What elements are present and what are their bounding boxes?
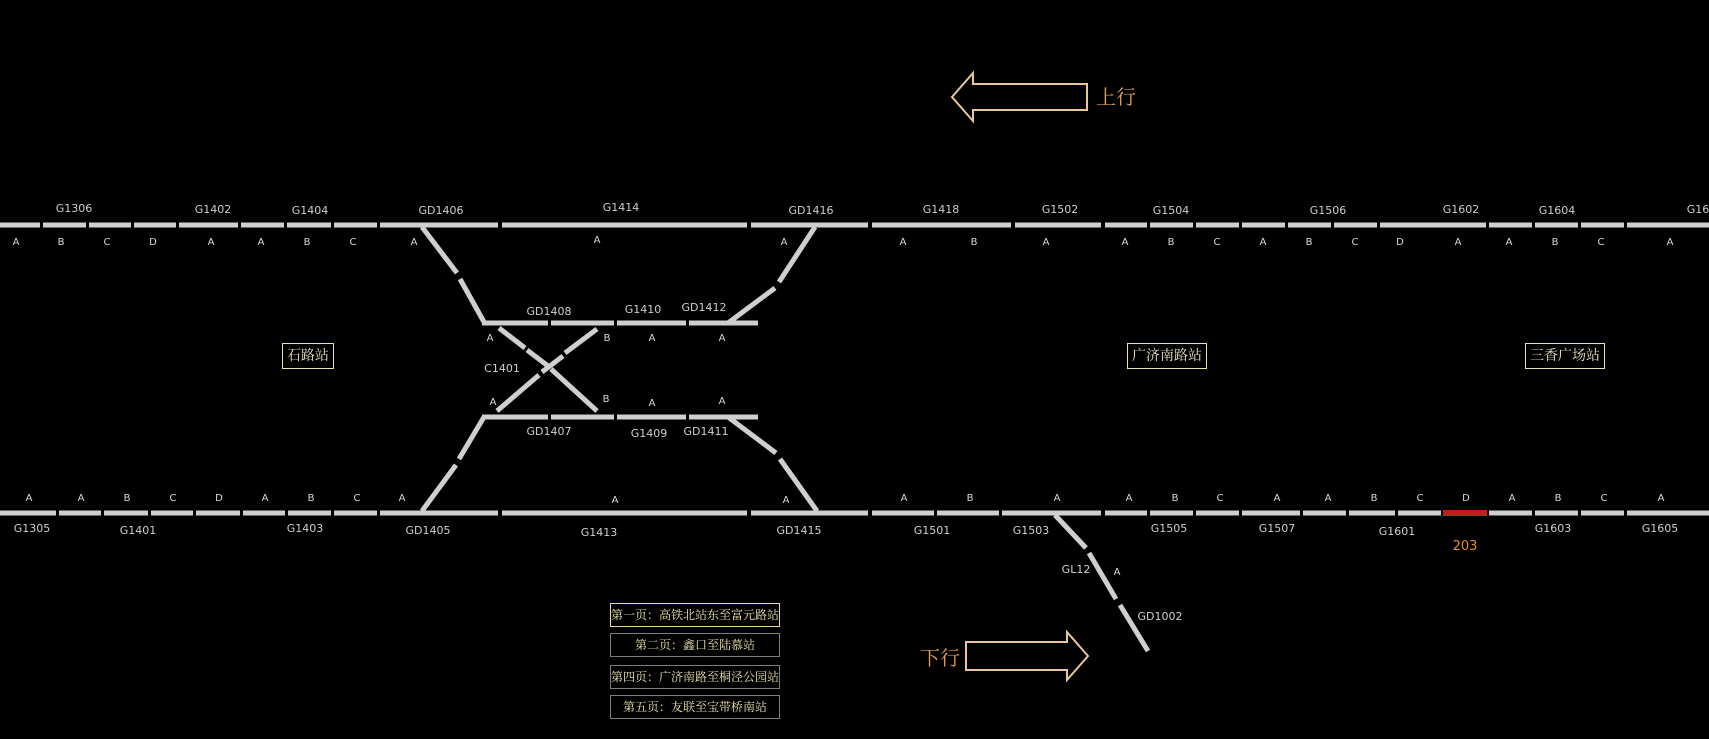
page-button-4[interactable]: 第四页：广济南路至桐泾公园站 xyxy=(610,665,780,689)
segment-letter: B xyxy=(123,493,131,504)
segment-letter: C xyxy=(1416,493,1424,504)
segment-letter: A xyxy=(489,397,497,408)
segment-letter: B xyxy=(1171,493,1179,504)
segment-letter: A xyxy=(1508,493,1516,504)
section-id[interactable]: G1506 xyxy=(1309,204,1347,217)
segment-letter: A xyxy=(77,493,85,504)
segment-letter: A xyxy=(648,333,656,344)
segment-letter: A xyxy=(261,493,269,504)
section-id[interactable]: G1402 xyxy=(194,203,232,216)
segment-letter: B xyxy=(602,394,610,405)
segment-letter: A xyxy=(1273,493,1281,504)
section-id[interactable]: G1602 xyxy=(1442,203,1480,216)
segment-letter: D xyxy=(1462,493,1470,504)
section-id[interactable]: G1505 xyxy=(1150,522,1188,535)
segment-letter: A xyxy=(1666,237,1674,248)
segment-letter: A xyxy=(780,237,788,248)
segment-letter: B xyxy=(1554,493,1562,504)
page-button-1[interactable]: 第一页：高铁北站东至富元路站 xyxy=(610,603,780,627)
segment-letter: A xyxy=(718,333,726,344)
section-id[interactable]: G1410 xyxy=(624,303,662,316)
segment-letter: A xyxy=(398,493,406,504)
station-shilu[interactable]: 石路站 xyxy=(282,343,334,369)
station-sanxiang-guangchang[interactable]: 三香广场站 xyxy=(1525,343,1605,369)
segment-letter: A xyxy=(899,237,907,248)
segment-letter: A xyxy=(1121,237,1129,248)
segment-letter: A xyxy=(1042,237,1050,248)
section-id[interactable]: G1503 xyxy=(1012,524,1050,537)
section-id[interactable]: G1501 xyxy=(913,524,951,537)
segment-letter: C xyxy=(1216,493,1224,504)
up-direction-label: 上行 xyxy=(1096,85,1136,109)
segment-letter: A xyxy=(1259,237,1267,248)
section-id[interactable]: G1605 xyxy=(1641,522,1679,535)
segment-letter: B xyxy=(57,237,65,248)
segment-letter: A xyxy=(25,493,33,504)
section-id[interactable]: G1413 xyxy=(580,526,618,539)
down-arrow-icon xyxy=(966,632,1088,680)
segment-letter: B xyxy=(303,237,311,248)
down-direction-label: 下行 xyxy=(920,646,960,670)
section-id[interactable]: G1507 xyxy=(1258,522,1296,535)
segment-letter: C xyxy=(349,237,357,248)
section-id[interactable]: G1604 xyxy=(1538,204,1576,217)
section-id[interactable]: GD1415 xyxy=(776,524,822,537)
segment-letter: D xyxy=(149,237,157,248)
page-button-5[interactable]: 第五页：友联至宝带桥南站 xyxy=(610,695,780,719)
segment-letter: A xyxy=(257,237,265,248)
section-id[interactable]: GD1407 xyxy=(526,425,572,438)
segment-letter: A xyxy=(12,237,20,248)
segment-letter: B xyxy=(1167,237,1175,248)
station-guangji-nanlu[interactable]: 广济南路站 xyxy=(1127,343,1207,369)
segment-letter: D xyxy=(215,493,223,504)
segment-letter: B xyxy=(1551,237,1559,248)
segment-letter: A xyxy=(1053,493,1061,504)
section-id[interactable]: G1409 xyxy=(630,427,668,440)
segment-letter: A xyxy=(1113,567,1121,578)
section-id[interactable]: G1401 xyxy=(119,524,157,537)
section-id[interactable]: G1305 xyxy=(13,522,51,535)
segment-letter: C xyxy=(1600,493,1608,504)
segment-letter: A xyxy=(900,493,908,504)
section-id[interactable]: G1418 xyxy=(922,203,960,216)
section-id[interactable]: GD1416 xyxy=(788,204,834,217)
train-id[interactable]: 203 xyxy=(1452,539,1478,554)
section-id[interactable]: G1306 xyxy=(55,202,93,215)
page-button-2[interactable]: 第二页：鑫口至陆慕站 xyxy=(610,633,780,657)
segment-letter: A xyxy=(1454,237,1462,248)
segment-letter: A xyxy=(611,495,619,506)
segment-letter: D xyxy=(1396,237,1404,248)
segment-letter: B xyxy=(970,237,978,248)
segment-letter: C xyxy=(103,237,111,248)
section-id[interactable]: G16 xyxy=(1686,203,1709,216)
segment-letter: A xyxy=(593,235,601,246)
segment-letter: A xyxy=(1125,493,1133,504)
segment-letter: C xyxy=(1597,237,1605,248)
segment-letter: C xyxy=(1351,237,1359,248)
segment-letter: A xyxy=(1324,493,1332,504)
segment-letter: C xyxy=(169,493,177,504)
section-id[interactable]: GL12 xyxy=(1061,563,1091,576)
crossover-tracks xyxy=(422,227,1148,651)
segment-letter: A xyxy=(410,237,418,248)
section-id[interactable]: G1404 xyxy=(291,204,329,217)
segment-letter: B xyxy=(966,493,974,504)
section-id[interactable]: G1403 xyxy=(286,522,324,535)
section-id[interactable]: G1601 xyxy=(1378,525,1416,538)
section-id[interactable]: GD1408 xyxy=(526,305,572,318)
segment-letter: A xyxy=(782,495,790,506)
segment-letter: B xyxy=(603,333,611,344)
segment-letter: A xyxy=(648,398,656,409)
segment-letter: B xyxy=(1305,237,1313,248)
segment-letter: C xyxy=(353,493,361,504)
section-id[interactable]: GD1411 xyxy=(683,425,729,438)
segment-letter: A xyxy=(486,333,494,344)
segment-letter: A xyxy=(718,396,726,407)
segment-letter: C xyxy=(1213,237,1221,248)
up-arrow-icon xyxy=(952,73,1087,121)
switch-id[interactable]: C1401 xyxy=(484,362,520,375)
segment-letter: B xyxy=(307,493,315,504)
segment-letter: B xyxy=(1370,493,1378,504)
section-id[interactable]: GD1406 xyxy=(418,204,464,217)
section-id[interactable]: G1504 xyxy=(1152,204,1190,217)
section-id[interactable]: G1414 xyxy=(602,201,640,214)
section-id[interactable]: GD1412 xyxy=(681,301,727,314)
segment-letter: A xyxy=(207,237,215,248)
section-id[interactable]: G1502 xyxy=(1041,203,1079,216)
section-id[interactable]: GD1002 xyxy=(1137,610,1183,623)
section-id[interactable]: G1603 xyxy=(1534,522,1572,535)
segment-letter: A xyxy=(1657,493,1665,504)
segment-letter: A xyxy=(1505,237,1513,248)
section-id[interactable]: GD1405 xyxy=(405,524,451,537)
